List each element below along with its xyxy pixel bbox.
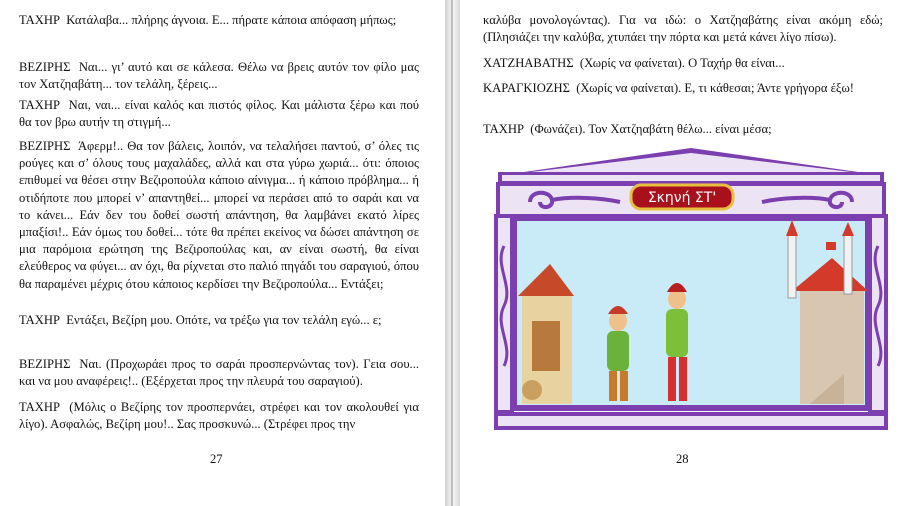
hut-door — [532, 321, 560, 371]
dialogue-text: Κατάλαβα... πλήρης άγνοια. Ε... πήρατε κάποια απόφαση μήπως; — [66, 13, 397, 27]
dialogue-text: Ναι, ναι... είναι καλός και πιστός φίλος. Και μάλιστα ξέρω και πού θα τον βρω αυτήν τη στιγμή... — [19, 98, 419, 130]
character-2-leg — [679, 357, 687, 401]
character-2-leg — [668, 357, 676, 401]
speaker-name: ΤΑΧΗΡ — [19, 400, 60, 414]
pot — [522, 380, 542, 400]
dialogue-text: (Χωρίς να φαίνεται). Ο Ταχήρ θα είναι... — [579, 56, 785, 70]
speaker-name: ΧΑΤΖΗΑΒΑΤΗΣ — [483, 56, 574, 70]
left-page — [0, 0, 445, 506]
character-1-leg — [620, 371, 628, 401]
page-number: 28 — [676, 452, 689, 466]
dialogue-paragraph — [483, 80, 883, 97]
stage-top-beam-inner — [502, 175, 880, 181]
stage-pediment-inner — [522, 153, 860, 173]
dialogue-paragraph — [19, 356, 419, 390]
dialogue-text: καλύβα μονολογώντας). Για να ιδώ: ο Χατζηαβάτης είναι ακόμη εδώ; (Πλησιάζει την καλύβα, χτυπάει την πόρτα και μετά κάνει λίγο πίσω). — [483, 13, 883, 45]
dialogue-paragraph — [19, 399, 419, 433]
dialogue-text: Εντάξει, Βεζίρη μου. Οπότε, να τρέξω για τον τελάλη εγώ... ε; — [66, 313, 382, 327]
speaker-name: ΒΕΖΙΡΗΣ — [19, 139, 71, 153]
dialogue-paragraph — [483, 55, 883, 72]
speaker-name: ΤΑΧΗΡ — [19, 13, 60, 27]
stage-sign-label: Σκηνή ΣΤ' — [647, 190, 717, 206]
dialogue-text: (Χωρίς να φαίνεται). Ε, τι κάθεσαι; Άντε γρήγορα έξω! — [576, 81, 854, 95]
left-pillar — [496, 216, 512, 412]
dialogue-text: Ναι... γι’ αυτό και σε κάλεσα. Θέλω να βρεις αυτόν τον φίλο μας τον Χατζηαβάτη... τον τελάλη, ξέρεις... — [19, 60, 419, 92]
speaker-name: ΤΑΧΗΡ — [19, 98, 60, 112]
dialogue-paragraph — [483, 12, 883, 46]
flag — [826, 242, 836, 250]
dialogue-text: Ναι. (Προχωράει προς το σαράι προσπερνώντας τον). Γεια σου... και να μου αναφέρεις!.. (Εξέρχεται προς την πλευρά του σαραγιού). — [19, 357, 420, 389]
dialogue-paragraph — [19, 97, 419, 131]
dialogue-paragraph — [19, 12, 419, 29]
minaret-right — [844, 234, 852, 294]
right-page — [460, 0, 901, 506]
dialogue-text: (Φωνάζει). Τον Χατζηαβάτη θέλω... είναι μέσα; — [530, 122, 772, 136]
character-1-leg — [609, 371, 617, 401]
minaret-left — [788, 234, 796, 298]
book-gutter — [445, 0, 460, 506]
dialogue-text: (Μόλις ο Βεζίρης τον προσπερνάει, στρέφει και τον ακολουθεί για λίγο). Ασφαλώς, Βεζίρη μου!.. Σας προσκυνώ... (Στρέφει προς την — [19, 400, 419, 432]
stage-base — [496, 414, 886, 428]
dialogue-paragraph — [19, 59, 419, 93]
page-number: 27 — [210, 452, 223, 466]
shadow-theatre-stage-illustration — [492, 146, 890, 436]
speaker-name: ΒΕΖΙΡΗΣ — [19, 357, 71, 371]
character-2-body — [666, 309, 688, 357]
speaker-name: ΒΕΖΙΡΗΣ — [19, 60, 71, 74]
speaker-name: ΚΑΡΑΓΚΙΟΖΗΣ — [483, 81, 570, 95]
speaker-name: ΤΑΧΗΡ — [483, 122, 524, 136]
dialogue-paragraph — [19, 312, 419, 329]
dialogue-paragraph — [19, 138, 419, 293]
right-pillar — [870, 216, 886, 412]
character-1-body — [607, 331, 629, 371]
speaker-name: ΤΑΧΗΡ — [19, 313, 60, 327]
dialogue-paragraph — [483, 121, 883, 138]
dialogue-text: Άφερμ!.. Θα τον βάλεις, λοιπόν, να τελαλήσει παντού, σ’ όλες τις ρούγες και σ’ όλους τους μαχαλάδες, αλλά και στα γύρω χωριά... ότι: όποιος επιθυμεί να θέσει στην Βεζιροπούλα κάποιο αίνιγμα... ή κάποιο πρόβλημα... ή οτιδήποτε που μπορεί ν’ απαντηθεί... μπορεί να περάσει από το σαράι και να το κάνει... Εάν δεν του δοθεί σωστή απάντηση, θα λαμβάνει εκατό λίρες μπαξίσι!.. Εάν όμως του δοθεί... τότε θα πρέπει εκείνος να δώσει απάντηση σε μια παρόμοια ερώτηση της Βεζιροπούλας και, αν είναι σωστή, θα είναι ελεύθερος να φύγει... αν όχι, θα ρίχνεται στο παλιό πηγάδι του σαραγιού, όπου θα παραμένει μέχρις ότου κάποιος κερδίσει την Βεζιροπούλα... Εντάξει; — [19, 139, 419, 291]
